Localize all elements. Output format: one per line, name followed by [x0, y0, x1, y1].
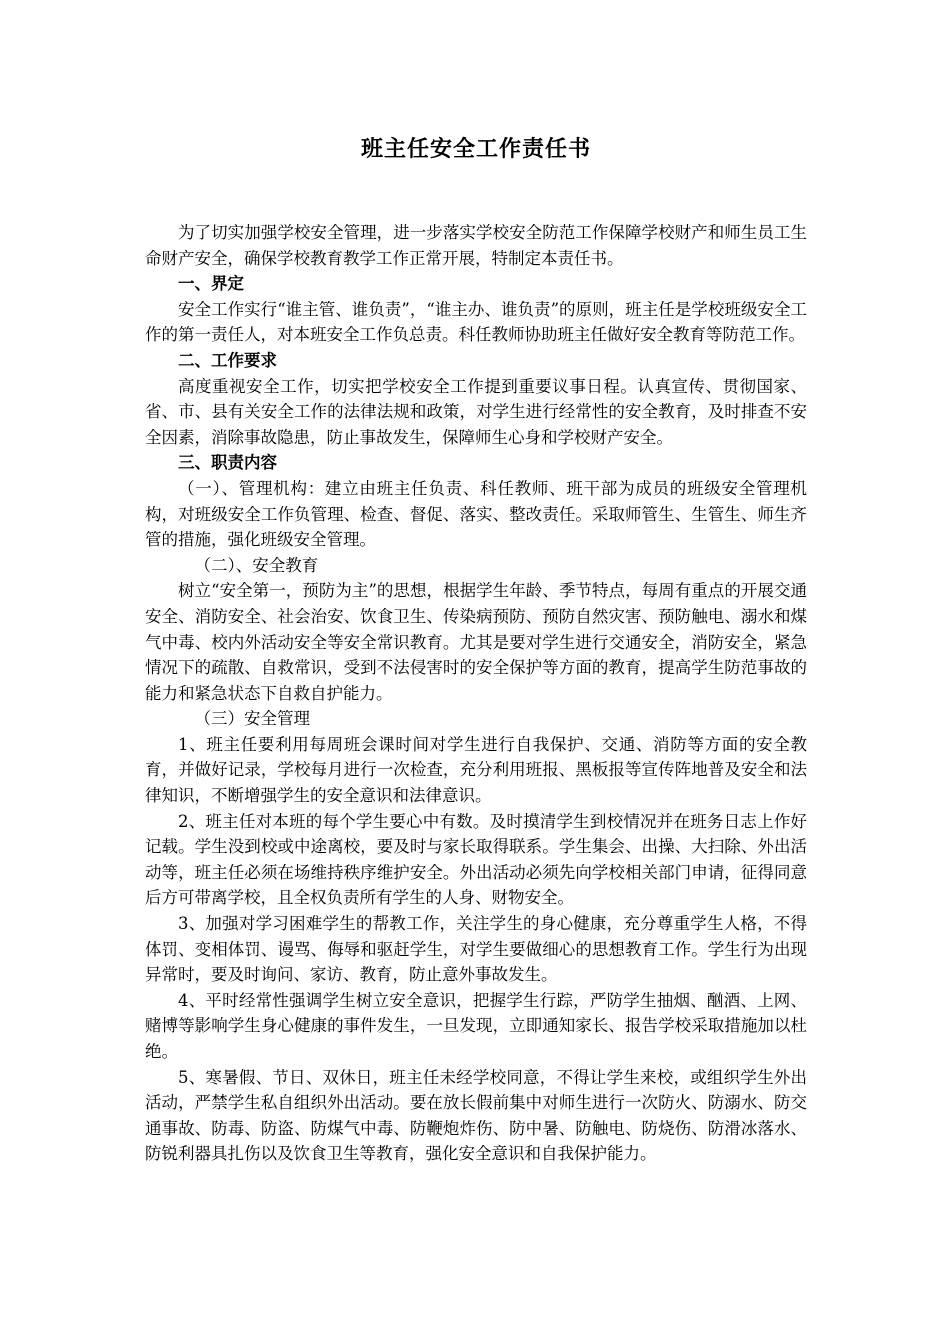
document-page: [145, 130, 807, 1167]
section-3-3-item-1: 1、班主任要利用每周班会课时间对学生进行自我保护、交通、消防等方面的安全教育，并做好记录，学校每月进行一次检查，充分利用班报、黑板报等宣传阵地普及安全和法律知识，不断增强学生的安全意识和法律意识。: [145, 734, 807, 806]
section-3-3-item-3: 3、加强对学习困难学生的帮教工作，关注学生的身心健康，充分尊重学生人格，不得体罚、变相体罚、谩骂、侮辱和驱赶学生，对学生要做细心的思想教育工作。学生行为出现异常时，要及时询问、家访、教育，防止意外事故发生。: [145, 914, 807, 985]
section-3-3-heading: （三）安全管理: [194, 709, 310, 729]
section-1-heading: 一、界定: [178, 274, 244, 294]
intro-paragraph: 为了切实加强学校安全管理，进一步落实学校安全防范工作保障学校财产和师生员工生命财产安全，确保学校教育教学工作正常开展，特制定本责任书。: [145, 223, 807, 268]
section-3-heading: 三、职责内容: [178, 453, 277, 473]
section-3-3-item-2: 2、班主任对本班的每个学生要心中有数。及时摸清学生到校情况并在班务日志上作好记载。学生没到校或中途离校，要及时与家长取得联系。学生集会、出操、大扫除、外出活动等，班主任必须在场维持秩序维护安全。外出活动必须先向学校相关部门申请，征得同意后方可带离学校，且全权负责所有学生的人身、财物安全。: [145, 811, 807, 908]
section-1-paragraph: 安全工作实行“谁主管、谁负责”，“谁主办、谁负责”的原则，班主任是学校班级安全工作的第一责任人，对本班安全工作负总责。科任教师协助班主任做好安全教育等防范工作。: [145, 299, 807, 345]
section-2-heading: 二、工作要求: [178, 350, 277, 370]
document-title: 班主任安全工作责任书: [360, 137, 591, 162]
section-3-3-item-4: 4、平时经常性强调学生树立安全意识，把握学生行踪，严防学生抽烟、酗酒、上网、赌博等影响学生身心健康的事件发生，一旦发现，立即通知家长、报告学校采取措施加以杜绝。: [145, 990, 807, 1061]
section-3-2-paragraph: 树立“安全第一，预防为主”的思想，根据学生年龄、季节特点，每周有重点的开展交通安全、消防安全、社会治安、饮食卫生、传染病预防、预防自然灾害、预防触电、溺水和煤气中毒、校内外活动安全等安全常识教育。尤其是要对学生进行交通安全，消防安全，紧急情况下的疏散、自救常识，受到不法侵害时的安全保护等方面的教育，提高学生防范事故的能力和紧急状态下自救自护能力。: [145, 581, 807, 703]
section-3-2-heading: （二）、安全教育: [194, 555, 319, 575]
section-2-paragraph: 高度重视安全工作，切实把学校安全工作提到重要议事日程。认真宣传、贯彻国家、省、市、县有关安全工作的法律法规和政策，对学生进行经常性的安全教育，及时排查不安全因素，消除事故隐患，防止事故发生，保障师生心身和学校财产安全。: [145, 376, 807, 447]
section-3-3-item-5: 5、寒暑假、节日、双休日，班主任未经学校同意，不得让学生来校，或组织学生外出活动，严禁学生私自组织外出活动。要在放长假前集中对师生进行一次防火、防溺水、防交通事故、防毒、防盗、防煤气中毒、防鞭炮炸伤、防中暑、防触电、防烧伤、防滑冰落水、防锐利器具扎伤以及饮食卫生等教育，强化安全意识和自我保护能力。: [145, 1067, 807, 1164]
section-3-1-paragraph: （一）、管理机构：建立由班主任负责、科任教师、班干部为成员的班级安全管理机构，对班级安全工作负管理、检查、督促、落实、整改责任。采取师管生、生管生、师生齐管的措施，强化班级安全管理。: [145, 478, 807, 550]
